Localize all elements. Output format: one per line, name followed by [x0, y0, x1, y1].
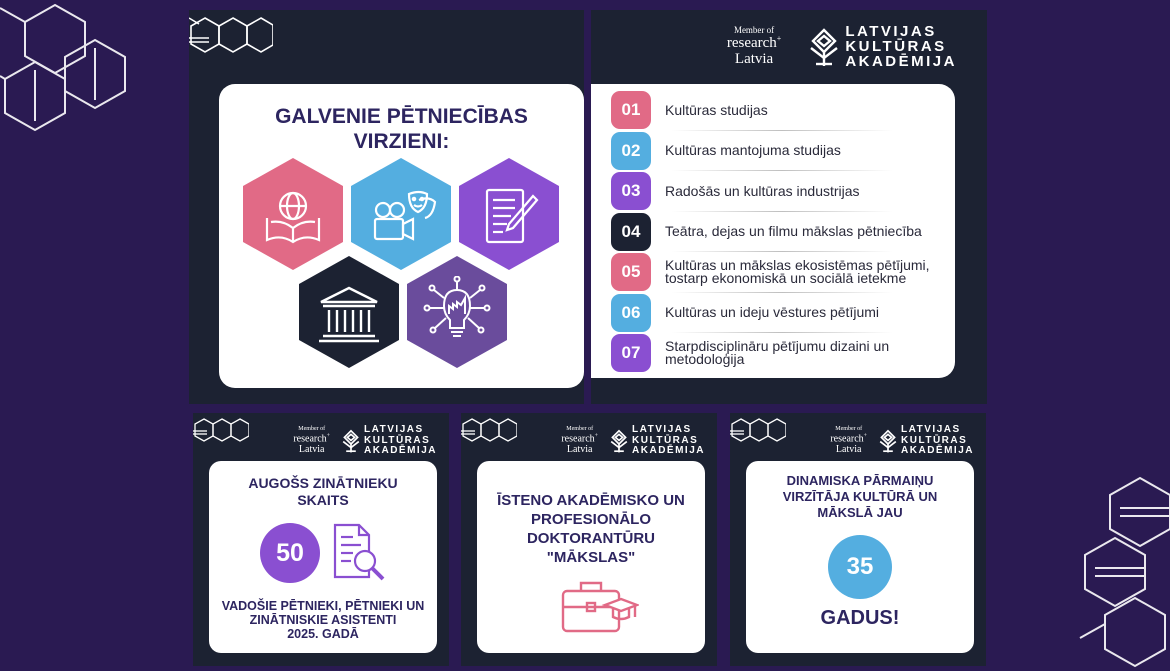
research-directions-list	[611, 90, 933, 374]
document-pen-icon	[481, 182, 541, 250]
scientists-count: 50	[276, 538, 304, 567]
number-badge: 04	[611, 213, 651, 251]
hex-pattern-bottom-right	[1075, 468, 1170, 671]
academy-tree-icon	[809, 26, 839, 68]
briefcase-graduation-icon	[559, 577, 639, 637]
hex-pattern-decoration	[193, 413, 249, 453]
list-item	[611, 293, 933, 334]
list-item	[611, 212, 933, 253]
museum-building-icon	[317, 282, 381, 346]
anniversary-title: DINAMISKA PĀRMAIŅU VIRZĪTĀJA KULTŪRĀ UN MĀKSLĀ JAU	[782, 473, 938, 520]
list-item	[611, 171, 933, 212]
doctorate-title: ĪSTENO AKADĒMISKO UN PROFESIONĀLO DOKTORANTŪRU "MĀKSLAS"	[497, 492, 685, 566]
list-item-label: Kultūras un mākslas ekosistēmas pētījumi, tostarp ekonomiskā un sociālā ietekme	[665, 257, 930, 287]
academy-name: LATVIJAS KULTŪRAS AKADĒMIJA	[364, 424, 437, 456]
list-item-label: Kultūras un ideju vēstures pētījumi	[665, 304, 879, 321]
anniversary-card	[746, 461, 974, 653]
list-item-label: Kultūras studijas	[665, 101, 768, 118]
research-directions-panel	[189, 10, 584, 404]
latvia-label: Latvia	[566, 443, 593, 455]
academy-name: LATVIJAS KULTŪRAS AKADĒMIJA	[901, 424, 974, 456]
number-badge: 07	[611, 334, 651, 372]
list-item	[611, 131, 933, 172]
academy-logo	[610, 425, 705, 457]
list-item	[611, 90, 933, 131]
lightbulb-factory-network-icon	[422, 276, 492, 348]
number-badge: 02	[611, 132, 651, 170]
scientists-description: VADOŠIE PĒTNIEKI, PĒTNIEKI UN ZINĀTNISKIE ASISTENTI 2025. GADĀ	[221, 599, 425, 641]
logo-header	[727, 24, 957, 69]
list-item	[611, 252, 933, 293]
list-item-label: Radošās un kultūras industrijas	[665, 182, 860, 199]
latvia-label: Latvia	[734, 50, 774, 67]
research-latvia-logo: Member of research+ Latvia	[561, 426, 599, 455]
document-magnifier-icon	[329, 521, 387, 583]
logo-header	[293, 425, 437, 457]
doctorate-card	[477, 461, 705, 653]
list-item-label: Kultūras mantojuma studijas	[665, 142, 841, 159]
academy-tree-icon	[879, 428, 897, 454]
scientists-count-badge	[260, 523, 320, 583]
number-badge: 06	[611, 294, 651, 332]
logo-header	[561, 425, 705, 457]
research-list-card	[591, 84, 955, 378]
years-count: 35	[846, 553, 874, 580]
member-of-label: Member of	[835, 426, 863, 433]
research-latvia-logo: Member of research+ Latvia	[293, 426, 331, 455]
research-label: research	[830, 433, 864, 445]
research-label: research	[726, 34, 777, 51]
number-badge: 05	[611, 253, 651, 291]
hex-pattern-decoration	[461, 413, 517, 453]
academy-logo	[809, 24, 957, 69]
academy-name: LATVIJAS KULTŪRAS AKADĒMIJA	[845, 23, 957, 70]
research-directions-card	[219, 84, 584, 388]
academy-name: LATVIJAS KULTŪRAS AKADĒMIJA	[632, 424, 705, 456]
latvia-label: Latvia	[298, 443, 325, 455]
years-suffix: GADUS!	[820, 607, 900, 629]
years-badge	[828, 535, 892, 599]
number-badge: 03	[611, 172, 651, 210]
research-latvia-logo: Member of research+ Latvia	[726, 24, 782, 67]
book-globe-icon	[261, 184, 325, 248]
scientists-card	[209, 461, 437, 653]
list-item-label: Teātra, dejas un filmu mākslas pētniecība	[665, 223, 922, 240]
research-label: research	[561, 433, 595, 445]
academy-logo	[342, 425, 437, 457]
academy-tree-icon	[610, 428, 628, 454]
academy-logo	[879, 425, 974, 457]
hex-pattern-decoration	[730, 413, 786, 453]
film-camera-theatre-masks-icon	[367, 186, 437, 250]
number-badge: 01	[611, 91, 651, 129]
research-list-panel	[591, 10, 987, 404]
list-item-label: Starpdisciplināru pētījumu dizaini un metodoloģija	[665, 338, 890, 368]
member-of-label: Member of	[733, 24, 775, 35]
member-of-label: Member of	[298, 426, 326, 433]
academy-tree-icon	[342, 428, 360, 454]
logo-header	[830, 425, 974, 457]
member-of-label: Member of	[566, 426, 594, 433]
hex-pattern-top-left	[0, 0, 130, 135]
anniversary-panel	[730, 413, 986, 666]
latvia-label: Latvia	[835, 443, 862, 455]
doctorate-panel	[461, 413, 717, 666]
research-latvia-logo: Member of research+ Latvia	[830, 426, 868, 455]
scientists-title: AUGOŠS ZINĀTNIEKU SKAITS	[248, 475, 398, 508]
page-title: GALVENIE PĒTNIECĪBAS VIRZIENI:	[275, 105, 528, 153]
scientists-panel	[193, 413, 449, 666]
hex-pattern-decoration	[189, 10, 273, 68]
research-label: research	[293, 433, 327, 445]
list-item	[611, 333, 933, 374]
